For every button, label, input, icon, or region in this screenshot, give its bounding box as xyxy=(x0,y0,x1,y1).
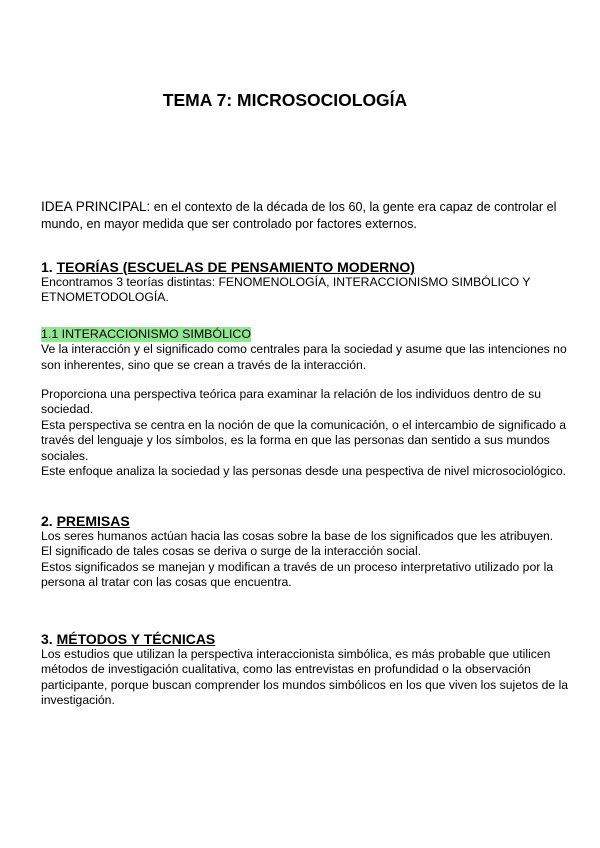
section-heading xyxy=(41,631,571,647)
section-premises xyxy=(41,513,571,591)
section-intro: Encontramos 3 teorías distintas: FENOMENOLOGÍA, INTERACCIONISMO SIMBÓLICO Y ETNOMETODOLOGÍA. xyxy=(41,275,531,305)
paragraph: Este enfoque analiza la sociedad y las personas desde una pespectiva de nivel microsociológico. xyxy=(41,464,567,479)
section-heading xyxy=(41,513,571,529)
section-title: TEORÍAS (ESCUELAS DE PENSAMIENTO MODERNO) xyxy=(56,259,415,275)
main-idea-text: en el contexto de la década de los 60, la gente era capaz de controlar el mundo, en mayor medida que ser controlado por factores externos. xyxy=(41,200,557,231)
paragraph: El significado de tales cosas se deriva o surge de la interacción social. xyxy=(41,544,422,559)
section-number: 2. xyxy=(41,513,57,529)
paragraph: Esta perspectiva se centra en la noción de que la comunicación, o el intercambio de significado a través del lenguaje y los símbolos, es la forma en que las personas dan sentido a sus mundos sociales. xyxy=(41,417,567,463)
page-title: TEMA 7: MICROSOCIOLOGÍA xyxy=(162,90,408,110)
paragraph: Estos significados se manejan y modifican a través de un proceso interpretativo utilizado por la persona al tratar con las cosas que encuentra. xyxy=(41,559,554,590)
paragraph: Los seres humanos actúan hacia las cosas sobre la base de los significados que les atribuyen. xyxy=(41,529,554,543)
main-idea xyxy=(41,199,571,232)
paragraph: Proporciona una perspectiva teórica para examinar la relación de los individuos dentro de su sociedad. xyxy=(41,387,541,417)
section-theories xyxy=(41,259,571,479)
section-title: MÉTODOS Y TÉCNICAS xyxy=(56,631,216,647)
section-number: 3. xyxy=(41,631,57,647)
section-heading xyxy=(41,259,571,275)
section-title: PREMISAS xyxy=(56,513,130,529)
paragraph: Ve la interacción y el significado como centrales para la sociedad y asume que las intenciones no son inherentes, sino que se crean a través de la interacción. xyxy=(41,342,567,372)
section-number: 1. xyxy=(41,259,57,275)
section-methods xyxy=(41,631,571,709)
paragraph: Los estudios que utilizan la perspectiva interaccionista simbólica, es más probable que utilicen métodos de investigación cualitativa, como las entrevistas en profundidad o la observación participante, porque buscan comprender los mundos simbólicos en los que viven los sujetos de la investigación. xyxy=(41,647,569,708)
subsection-heading-highlighted: 1.1 INTERACCIONISMO SIMBÓLICO xyxy=(41,326,251,341)
main-idea-label: IDEA PRINCIPAL: xyxy=(41,199,151,214)
